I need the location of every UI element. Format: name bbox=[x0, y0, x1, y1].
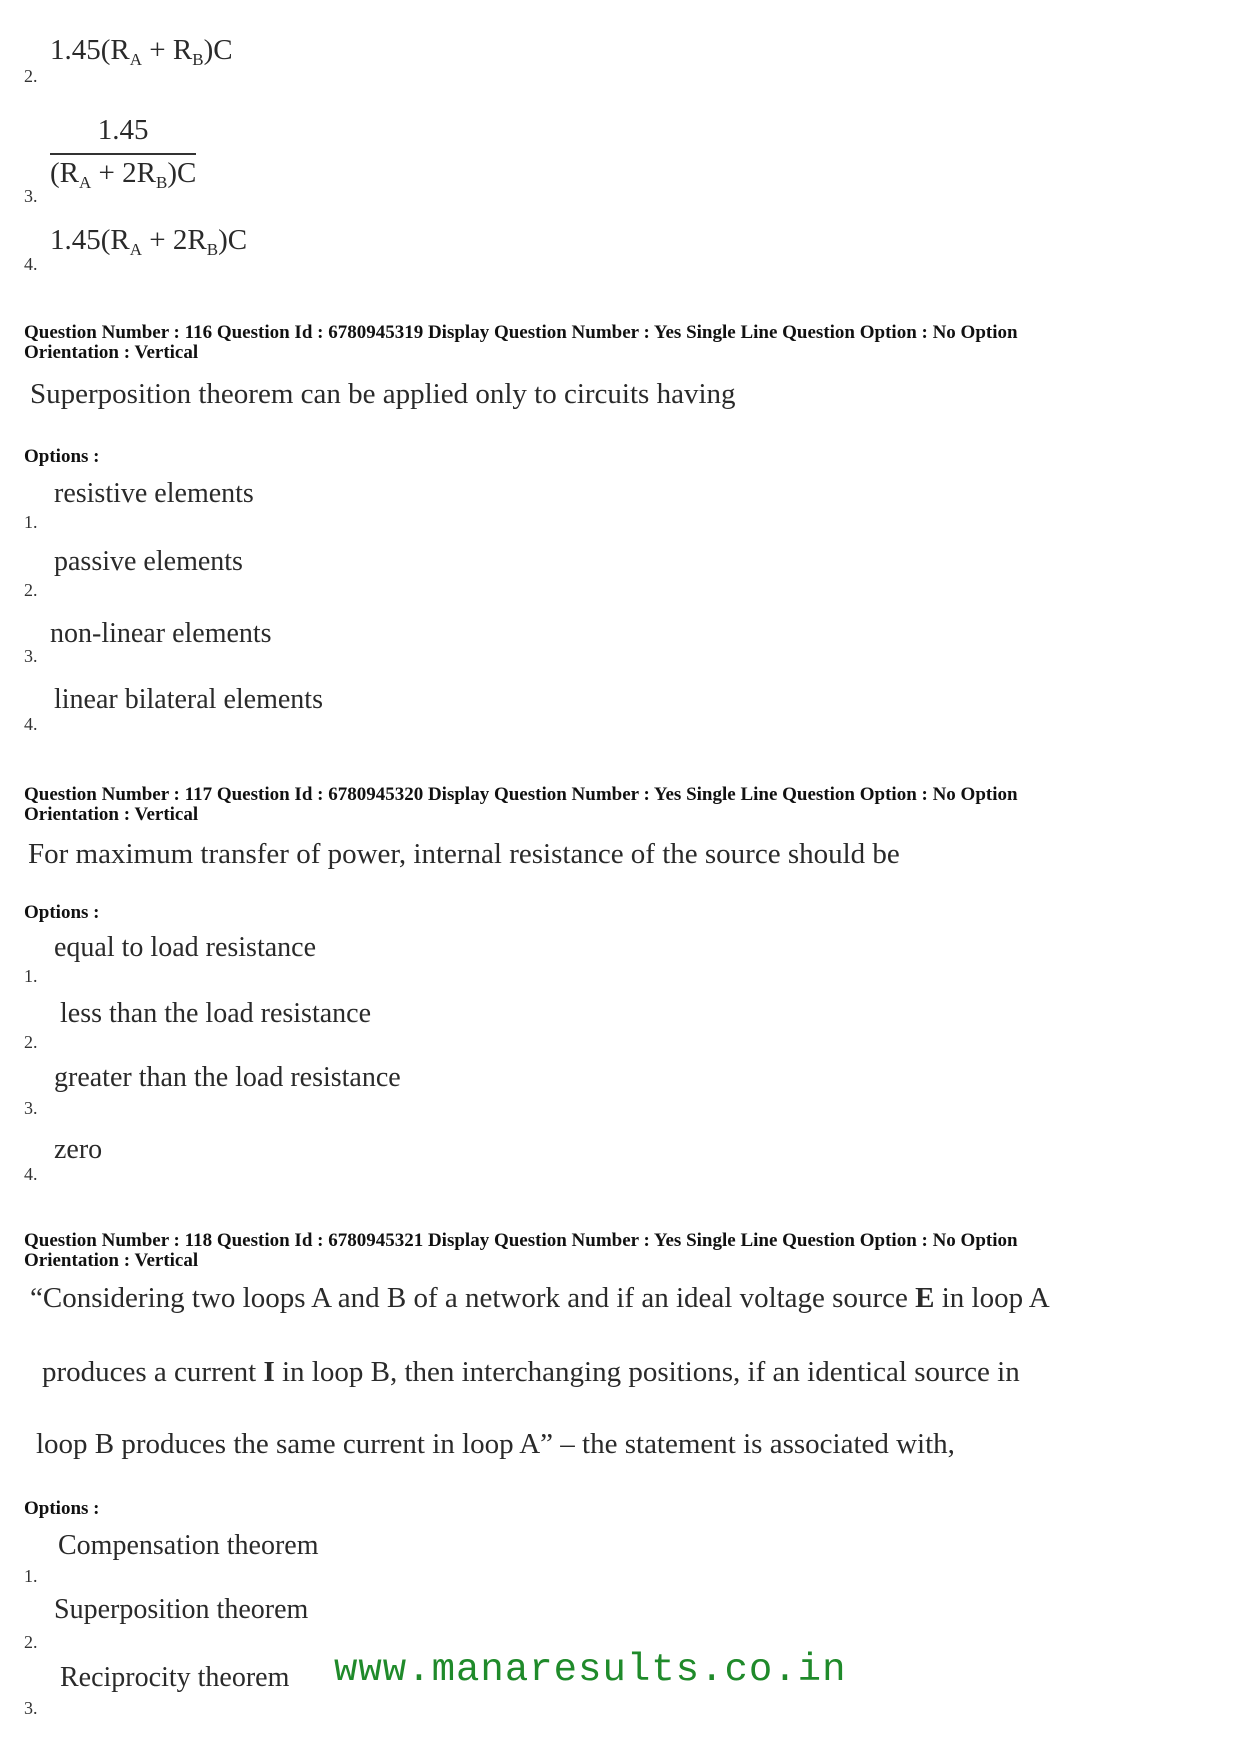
option-number: 4. bbox=[24, 714, 38, 734]
option-text: greater than the load resistance bbox=[54, 1062, 401, 1093]
option-formula: $1.45(R_A + 2R_B)C$ bbox=[50, 224, 248, 259]
question-text-line: loop B produces the same current in loop A” – the statement is associated with, bbox=[36, 1428, 955, 1460]
question-text: For maximum transfer of power, internal resistance of the source should be bbox=[28, 838, 900, 870]
option-text: passive elements bbox=[54, 546, 243, 577]
option-number: 1. bbox=[24, 1566, 38, 1586]
option-fraction: $\frac{1.45}{(R_A + 2R_B)C}$ bbox=[50, 114, 197, 192]
option-number: 1. bbox=[24, 512, 38, 532]
option-number: 3. bbox=[24, 646, 38, 666]
options-label: Options : bbox=[24, 446, 100, 467]
options-label: Options : bbox=[24, 902, 100, 923]
option-text: zero bbox=[54, 1134, 103, 1165]
question-meta-line: Orientation : Vertical bbox=[24, 1250, 199, 1271]
site-watermark: www.manaresults.co.in bbox=[334, 1648, 847, 1692]
option-number: 2. bbox=[24, 1032, 38, 1052]
question-text: Superposition theorem can be applied only to circuits having bbox=[30, 378, 736, 410]
option-number: 3. bbox=[24, 1098, 38, 1118]
option-number: 4. bbox=[24, 1164, 38, 1184]
option-number: 3. bbox=[24, 1698, 38, 1718]
options-label: Options : bbox=[24, 1498, 100, 1519]
option-number: 3. bbox=[24, 186, 38, 206]
question-text-line: produces a current I in loop B, then interchanging positions, if an identical source in bbox=[42, 1356, 1020, 1388]
option-number: 1. bbox=[24, 966, 38, 986]
option-text: Compensation theorem bbox=[58, 1530, 319, 1561]
question-meta-line: Question Number : 116 Question Id : 6780945319 Display Question Number : Yes Single Line Question Option : No Option bbox=[24, 322, 1018, 343]
option-number: 2. bbox=[24, 66, 38, 86]
question-meta-line: Orientation : Vertical bbox=[24, 804, 199, 825]
option-number: 2. bbox=[24, 1632, 38, 1652]
option-text: equal to load resistance bbox=[54, 932, 317, 963]
option-text: linear bilateral elements bbox=[54, 684, 323, 715]
question-text-line: “Considering two loops A and B of a network and if an ideal voltage source E in loop A bbox=[30, 1282, 1050, 1314]
option-text: non-linear elements bbox=[50, 618, 272, 649]
option-formula: $1.45(R_A + R_B)C$ bbox=[50, 34, 233, 69]
question-meta-line: Orientation : Vertical bbox=[24, 342, 199, 363]
option-text: less than the load resistance bbox=[60, 998, 372, 1029]
option-number: 4. bbox=[24, 254, 38, 274]
option-number: 2. bbox=[24, 580, 38, 600]
option-text: Reciprocity theorem bbox=[60, 1662, 290, 1693]
question-meta-line: Question Number : 118 Question Id : 6780945321 Display Question Number : Yes Single Line Question Option : No Option bbox=[24, 1230, 1018, 1251]
question-meta-line: Question Number : 117 Question Id : 6780945320 Display Question Number : Yes Single Line Question Option : No Option bbox=[24, 784, 1018, 805]
option-text: Superposition theorem bbox=[54, 1594, 309, 1625]
option-text: resistive elements bbox=[54, 478, 254, 509]
